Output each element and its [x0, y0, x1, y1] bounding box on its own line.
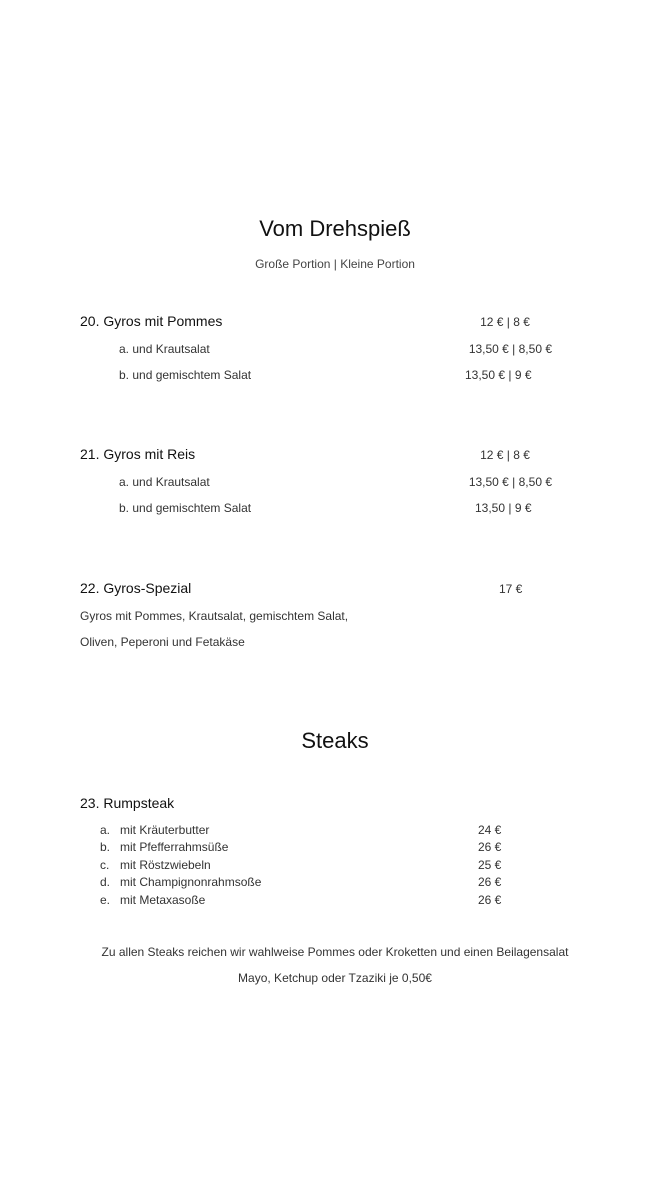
option-price: 25 €	[478, 858, 502, 872]
option-price: 24 €	[478, 823, 502, 837]
dish-name: 22. Gyros-Spezial	[80, 580, 192, 596]
option-letter: d.	[100, 875, 111, 889]
dish-price: 12 € | 8 €	[480, 448, 530, 462]
sub-option-price: 13,50 | 9 €	[475, 501, 532, 515]
sauce-note: Mayo, Ketchup oder Tzaziki je 0,50€	[238, 971, 432, 985]
sub-option-price: 13,50 € | 8,50 €	[468, 475, 552, 489]
option-label: mit Röstzwiebeln	[120, 858, 211, 872]
portion-size-subtitle: Große Portion | Kleine Portion	[255, 257, 415, 271]
dish-description-line: Gyros mit Pommes, Krautsalat, gemischtem Salat,	[80, 609, 349, 623]
section-title-steaks: Steaks	[301, 728, 369, 753]
sub-option-label: a. und Krautsalat	[119, 342, 210, 356]
option-price: 26 €	[478, 893, 502, 907]
sub-option-price: 13,50 € | 8,50 €	[468, 342, 552, 356]
option-price: 26 €	[478, 840, 502, 854]
dish-description-line: Oliven, Peperoni und Fetakäse	[80, 635, 245, 649]
option-label: mit Champignonrahmsoße	[120, 875, 262, 889]
option-price: 26 €	[478, 875, 502, 889]
sub-option-price: 13,50 € | 9 €	[465, 368, 532, 382]
dish-name: 20. Gyros mit Pommes	[80, 313, 223, 329]
dish-name: 23. Rumpsteak	[80, 795, 175, 811]
option-letter: e.	[100, 893, 111, 907]
sub-option-label: b. und gemischtem Salat	[119, 368, 252, 382]
dish-price: 12 € | 8 €	[480, 315, 530, 329]
dish-price: 17 €	[499, 582, 523, 596]
option-label: mit Pfefferrahmsüße	[120, 840, 229, 854]
section-title-drehspiess: Vom Drehspieß	[259, 216, 411, 241]
option-letter: b.	[100, 840, 111, 854]
side-dish-note: Zu allen Steaks reichen wir wahlweise Pommes oder Kroketten und einen Beilagensalat	[101, 945, 569, 959]
option-label: mit Kräuterbutter	[120, 823, 210, 837]
option-letter: a.	[100, 823, 111, 837]
dish-name: 21. Gyros mit Reis	[80, 446, 196, 462]
sub-option-label: b. und gemischtem Salat	[119, 501, 252, 515]
sub-option-label: a. und Krautsalat	[119, 475, 210, 489]
option-letter: c.	[100, 858, 110, 872]
option-label: mit Metaxasoße	[120, 893, 206, 907]
